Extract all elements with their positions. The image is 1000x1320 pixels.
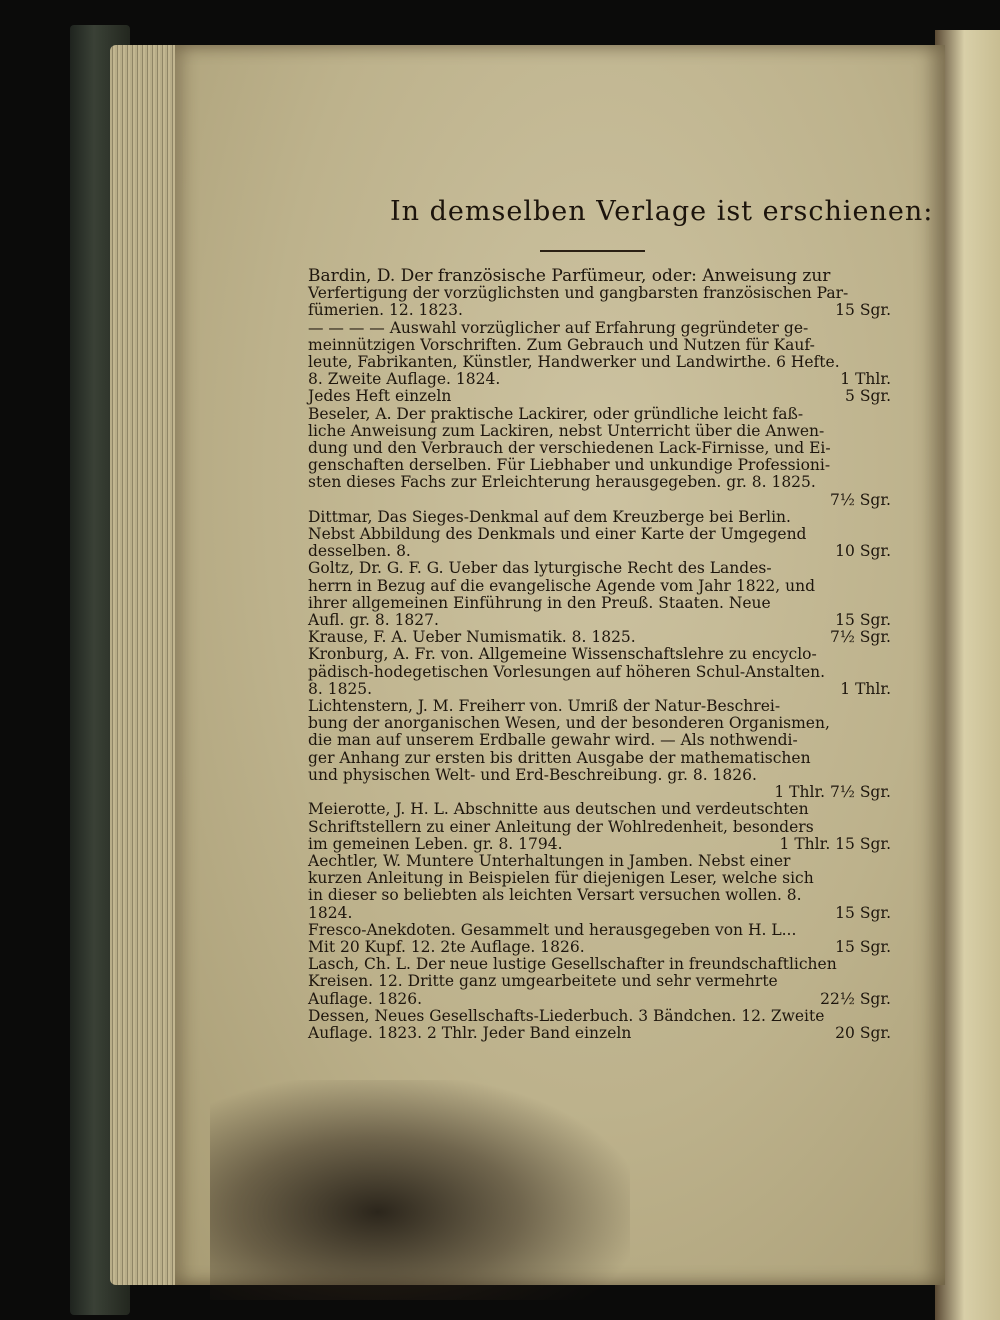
entry-price	[883, 560, 891, 577]
entry-price	[883, 715, 891, 732]
entry-price	[883, 853, 891, 870]
entry-price: 10 Sgr.	[835, 542, 891, 561]
entry-text: genschaften derselben. Für Liebhaber und unkundige Professioni-	[308, 456, 831, 475]
entry-price	[883, 578, 891, 595]
entry-text: Nebst Abbildung des Denkmals und einer Karte der Umgegend	[308, 525, 807, 544]
entry-line	[308, 681, 891, 698]
entry-price	[883, 474, 891, 491]
catalog-entry	[308, 956, 891, 1008]
entry-text: meinnützigen Vorschriften. Zum Gebrauch und Nutzen für Kauf-	[308, 335, 815, 354]
entry-line	[308, 440, 891, 457]
entry-line	[308, 905, 891, 922]
entry-price: 15 Sgr.	[835, 903, 891, 922]
entry-line	[308, 646, 891, 663]
entry-line	[308, 698, 891, 715]
page-heading: In demselben Verlage ist erschienen:	[390, 196, 934, 227]
entry-line	[308, 1025, 891, 1042]
entry-price	[883, 698, 891, 715]
entry-text: Beseler, A. Der praktische Lackirer, oder gründliche leicht faß-	[308, 404, 804, 423]
entry-line	[308, 526, 891, 543]
entry-text: desselben. 8.	[308, 542, 411, 561]
entry-text: Fresco-Anekdoten. Gesammelt und herausgegeben von H. L...	[308, 920, 797, 939]
entry-line	[308, 870, 891, 887]
entry-text: ger Anhang zur ersten bis dritten Ausgabe der mathematischen	[308, 748, 811, 767]
entry-text: — — — — Auswahl vorzüglicher auf Erfahrung gegründeter ge-	[308, 318, 809, 337]
entry-line	[308, 939, 891, 956]
entry-text: liche Anweisung zum Lackiren, nebst Unterricht über die Anwen-	[308, 421, 825, 440]
entry-text: Dittmar, Das Sieges-Denkmal auf dem Kreuzberge bei Berlin.	[308, 507, 791, 526]
entry-text: Auflage. 1826.	[308, 989, 423, 1008]
entry-text: Schriftstellern zu einer Anleitung der Wohlredenheit, besonders	[308, 817, 814, 836]
catalog-entry	[308, 268, 891, 320]
entry-text: Lasch, Ch. L. Der neue lustige Gesellschafter in freundschaftlichen	[308, 955, 837, 974]
entry-text: in dieser so beliebten als leichten Versart versuchen wollen. 8.	[308, 886, 802, 905]
entry-price	[883, 509, 891, 526]
catalog-entry	[308, 320, 891, 406]
entry-price	[883, 423, 891, 440]
entry-line	[308, 371, 891, 388]
entry-text: und physischen Welt- und Erd-Beschreibung. gr. 8. 1826.	[308, 765, 757, 784]
catalog-entry	[308, 509, 891, 561]
entry-text: Auflage. 1823. 2 Thlr. Jeder Band einzeln	[308, 1023, 632, 1042]
entry-price	[883, 526, 891, 543]
entry-text: 8. 1825.	[308, 679, 373, 698]
catalog-entry	[308, 698, 891, 801]
entry-text: Jedes Heft einzeln	[308, 387, 452, 406]
entry-text: fümerien. 12. 1823.	[308, 301, 463, 320]
entry-price	[883, 320, 891, 337]
entry-price	[883, 646, 891, 663]
entry-text: Lichtenstern, J. M. Freiherr von. Umriß der Natur-Beschrei-	[308, 697, 781, 716]
entry-line	[308, 302, 891, 319]
entry-text: die man auf unserem Erdballe gewahr wird. — Als nothwendi-	[308, 731, 798, 750]
entry-price: 1 Thlr. 15 Sgr.	[779, 834, 891, 853]
entry-text: Kreisen. 12. Dritte ganz umgearbeitete und sehr vermehrte	[308, 972, 778, 991]
entry-price: 5 Sgr.	[845, 387, 891, 406]
entry-price	[883, 440, 891, 457]
entry-line	[308, 595, 891, 612]
entry-text: Kronburg, A. Fr. von. Allgemeine Wissenschaftslehre zu encyclo-	[308, 645, 817, 664]
entry-line	[308, 853, 891, 870]
catalog-entry	[308, 922, 891, 956]
entry-price	[883, 801, 891, 818]
catalog-entry	[308, 629, 891, 646]
entry-line	[308, 973, 891, 990]
entry-price	[883, 887, 891, 904]
entry-price	[883, 354, 891, 371]
entry-price	[883, 956, 891, 973]
entry-text: 8. Zweite Auflage. 1824.	[308, 370, 501, 389]
entry-price: 1 Thlr.	[840, 679, 891, 698]
entry-line	[308, 801, 891, 818]
entry-text: 1824.	[308, 903, 353, 922]
entry-line	[308, 578, 891, 595]
entry-price	[883, 337, 891, 354]
entry-price	[883, 285, 891, 302]
entry-price	[883, 767, 891, 784]
entry-text: ihrer allgemeinen Einführung in den Preuß. Staaten. Neue	[308, 593, 771, 612]
entry-text: kurzen Anleitung in Beispielen für diejenigen Leser, welche sich	[308, 869, 814, 888]
entry-text: im gemeinen Leben. gr. 8. 1794.	[308, 834, 563, 853]
entry-price: 1 Thlr.	[840, 370, 891, 389]
entry-text: Krause, F. A. Ueber Numismatik. 8. 1825.	[308, 628, 636, 647]
entry-text: pädisch-hodegetischen Vorlesungen auf höheren Schul-Anstalten.	[308, 662, 826, 681]
catalog-entry	[308, 406, 891, 509]
entry-price: 15 Sgr.	[835, 937, 891, 956]
entry-price: 15 Sgr.	[835, 611, 891, 630]
entry-price	[883, 457, 891, 474]
heading-rule	[540, 250, 645, 252]
entry-price	[883, 870, 891, 887]
entry-line	[308, 560, 891, 577]
entry-line	[308, 750, 891, 767]
catalog-entries	[308, 268, 891, 1042]
entry-text: Bardin, D. Der französische Parfümeur, oder: Anweisung zur	[308, 266, 831, 286]
catalog-entry	[308, 853, 891, 922]
entry-price: 22½ Sgr.	[820, 989, 891, 1008]
entry-price	[883, 732, 891, 749]
entry-price	[883, 664, 891, 681]
catalog-entry	[308, 560, 891, 629]
entry-line	[308, 388, 891, 405]
entry-line	[308, 457, 891, 474]
entry-price	[883, 819, 891, 836]
entry-price: 7½ Sgr.	[830, 490, 891, 509]
entry-price	[883, 922, 891, 939]
entry-line	[308, 474, 891, 491]
entry-price	[883, 595, 891, 612]
entry-line	[308, 629, 891, 646]
entry-line	[308, 767, 891, 784]
entry-price: 1 Thlr. 7½ Sgr.	[774, 783, 891, 802]
catalog-entry	[308, 646, 891, 698]
entry-price	[883, 1008, 891, 1025]
entry-line	[308, 784, 891, 801]
entry-line	[308, 1008, 891, 1025]
entry-line	[308, 819, 891, 836]
entry-line	[308, 664, 891, 681]
entry-price	[883, 268, 891, 285]
entry-text: Dessen, Neues Gesellschafts-Liederbuch. 3 Bändchen. 12. Zweite	[308, 1006, 825, 1025]
entry-text: Meierotte, J. H. L. Abschnitte aus deutschen und verdeutschten	[308, 800, 809, 819]
entry-price: 15 Sgr.	[835, 301, 891, 320]
entry-text: Goltz, Dr. G. F. G. Ueber das lyturgische Recht des Landes-	[308, 559, 772, 578]
entry-line	[308, 732, 891, 749]
entry-line	[308, 715, 891, 732]
entry-line	[308, 337, 891, 354]
entry-price	[883, 750, 891, 767]
entry-price	[883, 973, 891, 990]
entry-line	[308, 423, 891, 440]
entry-text: Verfertigung der vorzüglichsten und gangbarsten französischen Par-	[308, 284, 849, 303]
catalog-entry	[308, 1008, 891, 1042]
entry-line	[308, 922, 891, 939]
entry-line	[308, 320, 891, 337]
entry-text: Aufl. gr. 8. 1827.	[308, 611, 439, 630]
entry-line	[308, 956, 891, 973]
entry-line	[308, 836, 891, 853]
entry-line	[308, 991, 891, 1008]
entry-price	[883, 406, 891, 423]
catalog-entry	[308, 801, 891, 853]
entry-line	[308, 543, 891, 560]
entry-line	[308, 406, 891, 423]
entry-price: 7½ Sgr.	[830, 628, 891, 647]
entry-line	[308, 887, 891, 904]
entry-text: sten dieses Fachs zur Erleichterung herausgegeben. gr. 8. 1825.	[308, 473, 816, 492]
entry-text: leute, Fabrikanten, Künstler, Handwerker und Landwirthe. 6 Hefte.	[308, 353, 840, 372]
entry-text: Aechtler, W. Muntere Unterhaltungen in Jamben. Nebst einer	[308, 851, 791, 870]
entry-line	[308, 354, 891, 371]
entry-line	[308, 509, 891, 526]
entry-price: 20 Sgr.	[835, 1023, 891, 1042]
entry-text: herrn in Bezug auf die evangelische Agende vom Jahr 1822, und	[308, 576, 816, 595]
entry-line	[308, 268, 891, 285]
entry-text: dung und den Verbrauch der verschiedenen Lack-Firnisse, und Ei-	[308, 439, 831, 458]
entry-line	[308, 285, 891, 302]
entry-line	[308, 612, 891, 629]
entry-line	[308, 492, 891, 509]
entry-text: bung der anorganischen Wesen, und der besonderen Organismen,	[308, 714, 830, 733]
entry-text: Mit 20 Kupf. 12. 2te Auflage. 1826.	[308, 937, 585, 956]
